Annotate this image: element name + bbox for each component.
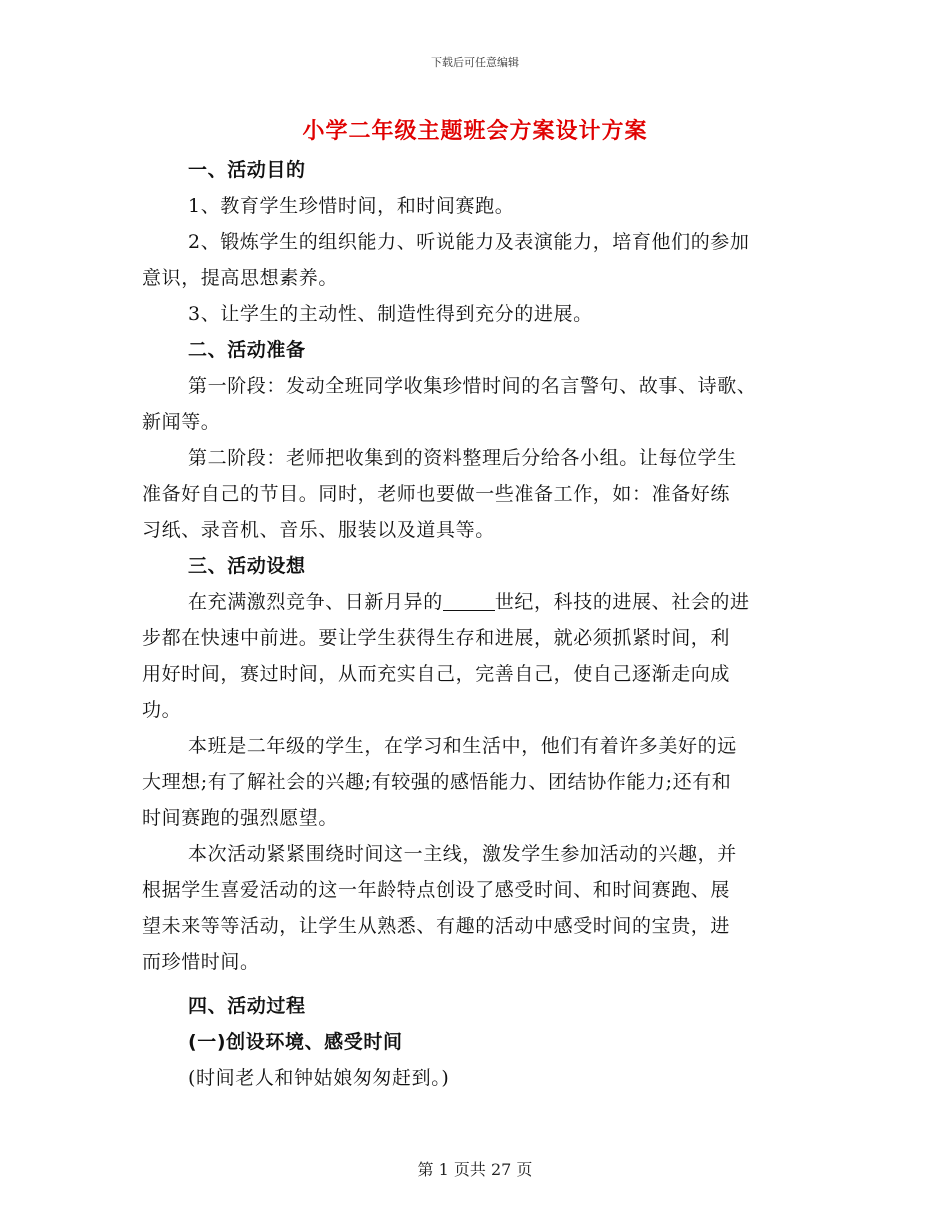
paragraph: (时间老人和钟姑娘匆匆赶到。) xyxy=(188,1067,450,1089)
paragraph xyxy=(142,584,814,620)
paragraph: 第二阶段：老师把收集到的资料整理后分给各小组。让每位学生 xyxy=(188,447,737,469)
paragraph: 本班是二年级的学生，在学习和生活中，他们有着许多美好的远 xyxy=(188,735,737,757)
paragraph-cont: 而珍惜时间。 xyxy=(142,951,260,973)
paragraph-cont: 时间赛跑的强烈愿望。 xyxy=(142,807,339,829)
paragraph: 1、教育学生珍惜时间，和时间赛跑。 xyxy=(188,195,515,217)
page-header: 下载后可任意编辑 xyxy=(431,56,519,69)
paragraph-cont: 大理想;有了解社会的兴趣;有较强的感悟能力、团结协作能力;还有和 xyxy=(142,771,732,793)
section-heading-2: 二、活动准备 xyxy=(188,339,306,361)
document-body xyxy=(142,152,814,1096)
paragraph-cont: 意识，提高思想素养。 xyxy=(142,267,339,289)
paragraph-cont: 用好时间，赛过时间，从而充实自己，完善自己，使自己逐渐走向成 xyxy=(142,663,731,685)
paragraph-cont: 准备好自己的节目。同时，老师也要做一些准备工作，如：准备好练 xyxy=(142,483,731,505)
paragraph-cont: 新闻等。 xyxy=(142,411,221,433)
fill-in-blank xyxy=(443,592,495,611)
spacer xyxy=(142,980,814,988)
paragraph-cont: 功。 xyxy=(142,699,182,721)
paragraph: 2、锻炼学生的组织能力、听说能力及表演能力，培育他们的参加 xyxy=(188,231,750,253)
text-run: 在充满激烈竞争、日新月异的 xyxy=(188,591,443,613)
document-title: 小学二年级主题班会方案设计方案 xyxy=(302,118,648,144)
paragraph: 本次活动紧紧围绕时间这一主线，激发学生参加活动的兴趣，并 xyxy=(188,843,737,865)
section-heading-1: 一、活动目的 xyxy=(188,159,306,181)
paragraph-cont: 习纸、录音机、音乐、服装以及道具等。 xyxy=(142,519,495,541)
paragraph-cont: 步都在快速中前进。要让学生获得生存和进展，就必须抓紧时间，利 xyxy=(142,627,731,649)
section-heading-4: 四、活动过程 xyxy=(188,995,306,1017)
paragraph-cont: 根据学生喜爱活动的这一年龄特点创设了感受时间、和时间赛跑、展 xyxy=(142,879,731,901)
text-run: 世纪，科技的进展、社会的进 xyxy=(494,591,750,613)
paragraph: 3、让学生的主动性、制造性得到充分的进展。 xyxy=(188,303,593,325)
paragraph-cont: 望未来等等活动，让学生从熟悉、有趣的活动中感受时间的宝贵，进 xyxy=(142,915,731,937)
page-footer: 第 1 页共 27 页 xyxy=(417,1160,533,1179)
subsection-heading: (一)创设环境、感受时间 xyxy=(188,1031,403,1053)
paragraph: 第一阶段：发动全班同学收集珍惜时间的名言警句、故事、诗歌、 xyxy=(188,375,757,397)
section-heading-3: 三、活动设想 xyxy=(188,555,306,577)
